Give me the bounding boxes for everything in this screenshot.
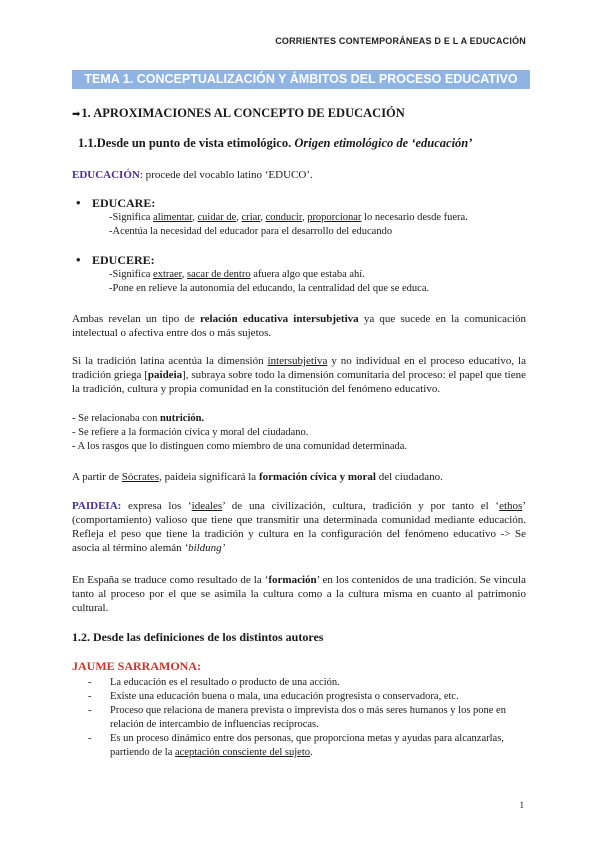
section-heading-1-1-text: 1.1.Desde un punto de vista etimológico.: [78, 136, 295, 150]
tradicion-bullets: [72, 412, 526, 454]
p3-bold: formación cívica y moral: [258, 471, 376, 483]
paragraph-tradicion: [72, 354, 526, 396]
verb-alimentar: alimentar: [153, 212, 193, 223]
p1-post: ya que sucede en la comunicación intelectual o afectiva entre dos o más sujetos.: [72, 313, 527, 339]
educacion-definition: [72, 168, 526, 182]
verb-proporcionar: proporcionar: [307, 212, 362, 223]
paideia-t2: ’ de una civilización, cultura, tradición y por tanto el ‘: [222, 500, 500, 512]
running-header: CORRIENTES CONTEMPORÁNEAS D E L A EDUCACIÓN: [275, 36, 526, 46]
educare-heading: • EDUCARE:: [92, 196, 155, 211]
p2-underline: intersubjetiva: [267, 355, 328, 367]
p1-bold: relación educativa intersubjetiva: [199, 313, 359, 325]
section-heading-1-2: 1.2. Desde las definiciones de los distintos autores: [72, 630, 324, 644]
item4-underline: aceptación consciente del sujeto: [175, 747, 310, 758]
p3-mid: , paideia significará la: [159, 471, 259, 483]
tradicion-bullet-3: - A los rasgos que lo distinguen como miembro de una comunidad determinada.: [72, 441, 408, 452]
arrow-right-icon: ➡: [72, 109, 81, 120]
author-label: [72, 659, 526, 673]
educacion-text: : procede del vocablo latino ‘EDUCO’.: [139, 169, 313, 181]
paideia-ideales: ideales: [191, 500, 223, 512]
paragraph-relacion: [72, 312, 526, 340]
verb-criar: criar: [241, 212, 261, 223]
p2-mid: y no individual en el proceso educativo, la tradición griega [: [72, 355, 526, 381]
educere-line-1: -Significa extraer, sacar de dentro afuera algo que estaba ahí.: [109, 269, 365, 280]
list-item: - Existe una educación buena o mala, una educación progresista o conservadora, etc.: [88, 690, 528, 704]
educere-line-2: -Pone en relieve la autonomía del educando, la centralidad del que se educa.: [109, 283, 430, 294]
section-heading-1-text: 1. APROXIMACIONES AL CONCEPTO DE EDUCACIÓN: [81, 106, 405, 120]
item4-pre: Es un proceso dinámico entre dos personas, que proporciona metas y ayudas para alcanzarlas, partiendo de la: [110, 733, 504, 758]
p2-bold: paideia: [147, 369, 183, 381]
section-heading-1-1: [78, 136, 472, 151]
sarramona-label: JAUME SARRAMONA:: [72, 659, 201, 673]
educare-line-1: -Significa alimentar, cuidar de, criar, conducir, proporcionar lo necesario desde fuera.: [109, 212, 468, 223]
topic-title: TEMA 1. CONCEPTUALIZACIÓN Y ÁMBITOS DEL PROCESO EDUCATIVO: [72, 70, 530, 89]
p3-underline: Sócrates: [121, 471, 160, 483]
p1-pre: Ambas revelan un tipo de: [72, 313, 200, 325]
p2-post: ], subraya sobre todo la dimensión comunitaria del proceso: el papel que tiene la tradición, cultura y propia comunidad en la constitución del fenómeno educativo.: [72, 369, 526, 395]
educere-line-1-suffix: afuera algo que estaba ahí.: [250, 269, 365, 280]
p4-pre: En España se traduce como resultado de la ‘: [72, 574, 269, 586]
educacion-label: EDUCACIÓN: [72, 169, 140, 181]
tradicion-bullet-1: [72, 412, 526, 426]
educare-line-1-suffix: lo necesario desde fuera.: [361, 212, 468, 223]
section-heading-1: [72, 106, 405, 121]
paideia-ethos: ethos: [499, 500, 523, 512]
paideia-t1: expresa los ‘: [121, 500, 192, 512]
educere-line-1-prefix: -Significa: [109, 269, 154, 280]
paragraph-espana: [72, 573, 526, 615]
educare-line-1-prefix: -Significa: [109, 212, 154, 223]
verb-cuidar-de: cuidar de: [197, 212, 237, 223]
sarramona-list: [88, 676, 528, 760]
verb-conducir: conducir: [265, 212, 302, 223]
paragraph-paideia: [72, 499, 526, 555]
paideia-t3: ’ (comportamiento) valioso que tiene que transmitir una determinada comunidad mediante educación. Refleja el peso que tiene la tradición y cultura en la configuración del fenómeno educativo -> Se asocia al término alemán: [72, 500, 526, 554]
section-heading-1-1-italic: Origen etimológico de ‘educación’: [294, 136, 473, 150]
p3-post: del ciudadano.: [375, 471, 443, 483]
verb-sacar-de-dentro: sacar de dentro: [187, 269, 251, 280]
tradicion-bullet-2: - Se refiere a la formación cívica y moral del ciudadano.: [72, 427, 309, 438]
p4-bold: formación: [268, 574, 317, 586]
p4-post: ’ en los contenidos de una tradición. Se vincula tanto al proceso por el que se asimila la cultura como a la cultura misma en cuanto al patrimonio cultural.: [72, 574, 526, 614]
tb1-bold: nutrición.: [160, 413, 205, 424]
educere-heading: • EDUCERE:: [92, 253, 155, 268]
p3-pre: A partir de: [72, 471, 122, 483]
verb-extraer: extraer: [153, 269, 182, 280]
list-item: - La educación es el resultado o producto de una acción.: [88, 676, 528, 690]
educare-line-2: -Acentúa la necesidad del educador para el desarrollo del educando: [109, 226, 393, 237]
paideia-bildung: ‘bildung’: [184, 542, 226, 554]
list-item: [88, 732, 528, 760]
page-number: 1: [519, 800, 524, 810]
paideia-label: PAIDEIA:: [72, 500, 122, 512]
tb1-pre: - Se relacionaba con: [72, 413, 161, 424]
p2-pre: Si la tradición latina acentúa la dimensión: [72, 355, 268, 367]
list-item: - Proceso que relaciona de manera prevista o imprevista dos o más seres humanos y los pone en relación de intercambio de influencias recíprocas.: [88, 704, 528, 732]
item4-post: .: [310, 747, 313, 758]
paragraph-socrates: [72, 470, 526, 484]
